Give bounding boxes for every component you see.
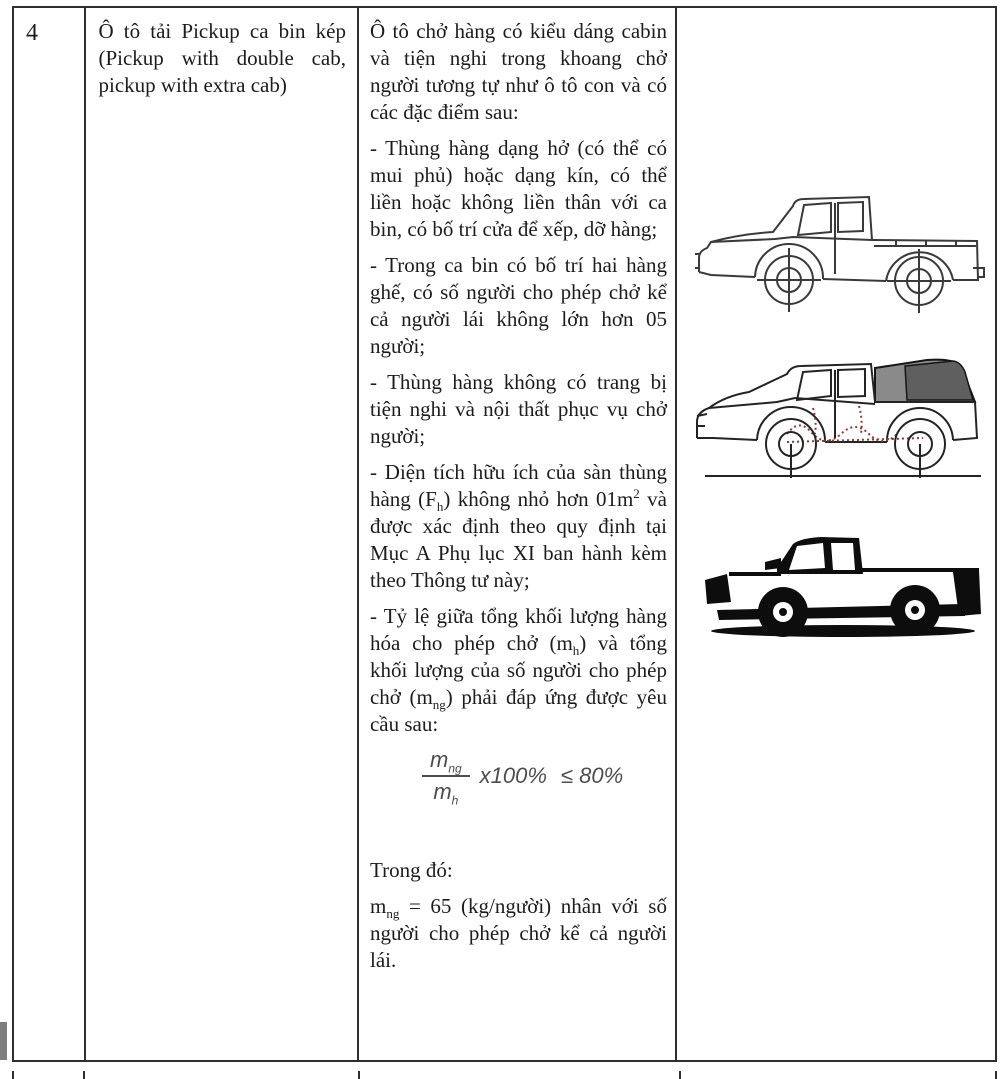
description-paragraphs-after — [370, 857, 667, 974]
table-row — [12, 6, 997, 1062]
description-paragraph: Ô tô chở hàng có kiểu dáng cabin và tiện nghi trong khoang chở người tương tự như ô tô con và có các đặc điểm sau: — [369, 19, 667, 124]
formula-relation: ≤ 80% — [560, 763, 624, 788]
row-number-cell — [14, 8, 86, 1060]
formula-denominator: $m_h$ — [433, 779, 459, 808]
pickup-extra-cab-photo-silhouette — [691, 528, 987, 640]
formula-fraction — [422, 747, 470, 808]
page-edge-artifact — [0, 1022, 7, 1060]
description-paragraphs-before — [370, 18, 667, 738]
description-paragraph: - Thùng hàng không có trang bị tiện nghi và nội thất phục vụ chở người; — [369, 370, 667, 448]
next-table-row-partial — [12, 1071, 997, 1079]
vehicle-name: Ô tô tải Pickup ca bin kép (Pickup with double cab, pickup with extra cab) — [98, 19, 346, 97]
description-paragraph: - Trong ca bin có bố trí hai hàng ghế, có số người cho phép chở kể cả người lái không lớn hơn 05 người; — [369, 253, 667, 358]
description-paragraph: - Tỷ lệ giữa tổng khối lượng hàng hóa cho phép chở $(m_h)$ và tổng khối lượng của số người cho phép chở $(m_{ng})$ phải đáp ứng được yêu cầu sau: — [369, 604, 667, 736]
pickup-double-cab-line-drawing — [691, 184, 987, 314]
row-number: 4 — [26, 20, 38, 46]
formula-multiplier: x100% — [479, 763, 547, 788]
formula-payload-ratio — [422, 747, 667, 808]
description-paragraph: - Diện tích hữu ích của sàn thùng hàng $(F_h)$ không nhỏ hơn $01m^2$ và được xác định theo quy định tại Mục A Phụ lục XI ban hành kèm theo Thông tư này; — [369, 460, 667, 592]
description-paragraph: $m_{ng} = 65$ (kg/người) nhân với số người cho phép chở kể cả người lái. — [369, 894, 667, 972]
vehicle-name-cell — [86, 8, 359, 1060]
formula-numerator: $m_{ng}$ — [422, 747, 470, 777]
description-paragraph: Trong đó: — [369, 858, 453, 882]
description-cell — [359, 8, 677, 1060]
pickup-with-canopy-line-drawing — [691, 346, 987, 484]
description-paragraph: - Thùng hàng dạng hở (có thể có mui phủ) hoặc dạng kín, có thể liền hoặc không liền thân với ca bin, có bố trí cửa để xếp, dỡ hàng; — [369, 136, 667, 241]
figures-cell — [677, 8, 995, 1060]
